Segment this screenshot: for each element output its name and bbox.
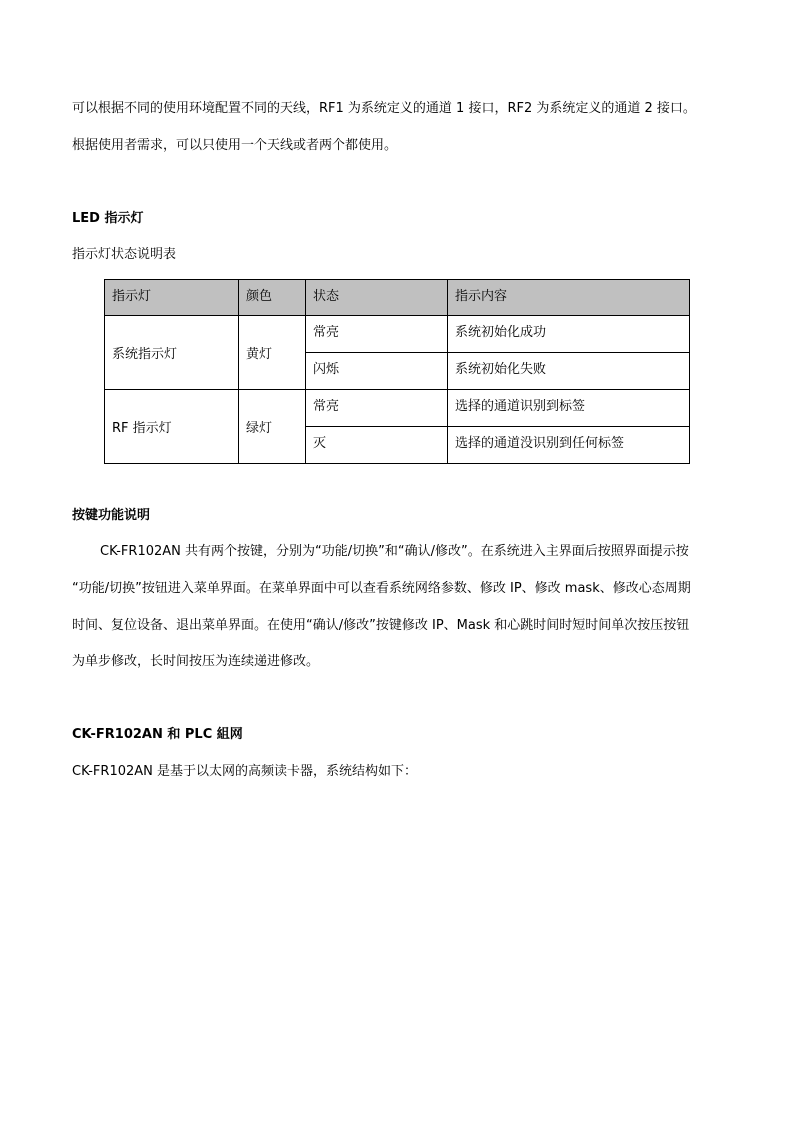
intro-line-2: 根据使用者需求，可以只使用一个天线或者两个都使用。 [72,138,398,153]
content-cell: 系统初始化成功 [448,316,690,353]
led-status-table [104,279,690,464]
table-header-row [105,280,690,316]
system-indicator-cell: 系统指示灯 [105,316,239,390]
state-cell: 常亮 [306,390,448,427]
state-cell: 闪烁 [306,353,448,390]
rf-indicator-cell: RF 指示灯 [105,390,239,464]
led-table-caption: 指示灯状态说明表 [72,247,177,262]
system-indicator-color-cell: 黄灯 [239,316,306,390]
button-paragraph-line-3: 时间、复位设备、退出菜单界面。在使用“确认/修改”按键修改 IP、Mask 和心跳时间时短时间单次按压按钮 [72,618,690,633]
content-cell: 选择的通道识别到标签 [448,390,690,427]
intro-line-1: 可以根据不同的使用环境配置不同的天线，RF1 为系统定义的通道 1 接口，RF2 为系统定义的通道 2 接口。 [72,101,696,116]
table-row [105,316,690,353]
plc-description-line: CK-FR102AN 是基于以太网的高频读卡器，系统结构如下： [72,764,418,779]
button-section-heading: 按键功能说明 [72,508,151,523]
content-cell: 系统初始化失败 [448,353,690,390]
plc-section-heading: CK-FR102AN 和 PLC 組网 [72,727,243,742]
button-paragraph-line-1: CK-FR102AN 共有两个按键，分别为“功能/切换”和“确认/修改”。在系统进入主界面后按照界面提示按 [100,544,689,559]
state-cell: 灭 [306,427,448,464]
column-header-content: 指示内容 [448,280,690,316]
rf-indicator-color-cell: 绿灯 [239,390,306,464]
content-cell: 选择的通道没识别到任何标签 [448,427,690,464]
column-header-state: 状态 [306,280,448,316]
state-cell: 常亮 [306,316,448,353]
led-section-heading: LED 指示灯 [72,211,144,226]
button-paragraph-line-4: 为单步修改，长时间按压为连续递进修改。 [72,654,320,669]
column-header-indicator: 指示灯 [105,280,239,316]
column-header-color: 颜色 [239,280,306,316]
button-paragraph-line-2: “功能/切换”按钮进入菜单界面。在菜单界面中可以查看系统网络参数、修改 IP、修改 mask、修改心态周期 [72,581,691,596]
table-row [105,390,690,427]
